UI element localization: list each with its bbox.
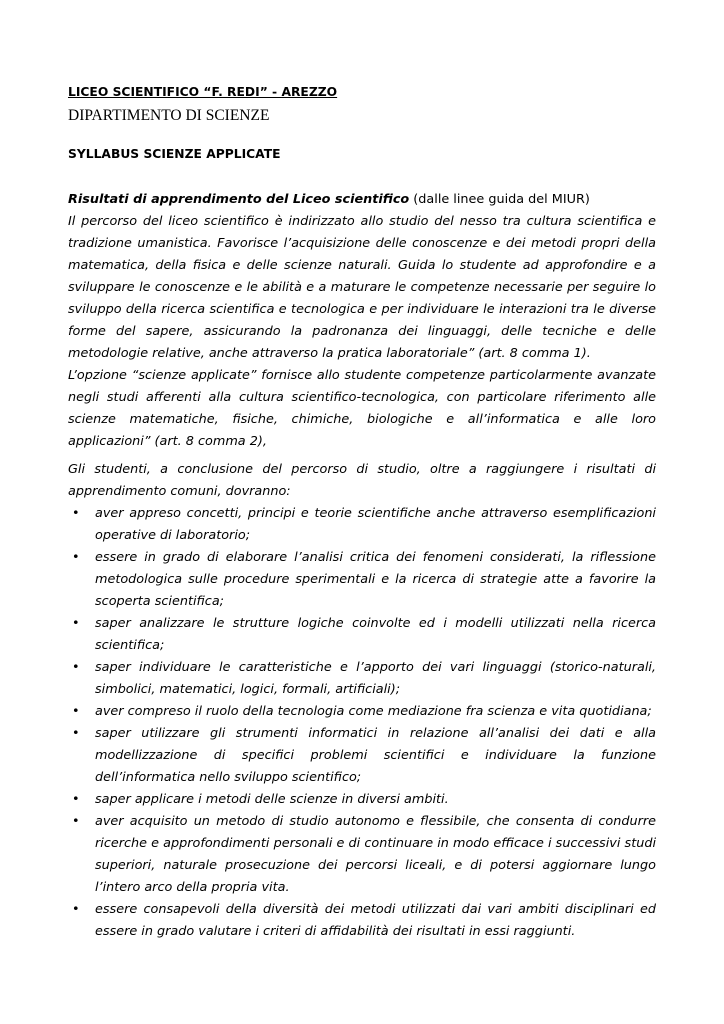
section-heading-note: (dalle linee guida del MIUR) <box>409 192 590 207</box>
bullet-icon: • <box>72 814 80 829</box>
paragraph-percorso: Il percorso del liceo scientifico è indirizzato allo studio del nesso tra cultura scientifica e tradizione umanistica. Favorisce l’acquisizione delle conoscenze e dei metodi propri della matematica, della fisica e delle scienze naturali. Guida lo studente ad approfondire e a sviluppare le conoscenze e le abilità e a maturare le competenze necessarie per seguire lo sviluppo della ricerca scientifica e tecnologica e per individuare le interazioni tra le diverse forme del sapere, assicurando la padronanza dei linguaggi, delle tecniche e delle metodologie relative, anche attraverso la pratica laboratoriale” (art. 8 comma 1). <box>68 214 656 361</box>
section-heading <box>68 189 656 211</box>
bullet-icon: • <box>72 792 80 807</box>
outcomes-list <box>68 503 656 943</box>
bullet-icon: • <box>72 550 80 565</box>
bullet-icon: • <box>72 616 80 631</box>
list-item: • saper analizzare le strutture logiche coinvolte ed i modelli utilizzati nella ricerca scientifica; <box>68 613 656 657</box>
bullet-icon: • <box>72 506 80 521</box>
list-item: • saper applicare i metodi delle scienze in diversi ambiti. <box>68 789 656 811</box>
school-name: LICEO SCIENTIFICO “F. REDI” - AREZZO <box>68 85 338 99</box>
list-item: • aver compreso il ruolo della tecnologia come mediazione fra scienza e vita quotidiana; <box>68 701 656 723</box>
list-item: • aver appreso concetti, principi e teorie scientifiche anche attraverso esemplificazioni operative di laboratorio; <box>68 503 656 547</box>
bullet-icon: • <box>72 660 80 675</box>
bullet-icon: • <box>72 902 80 917</box>
department-name: DIPARTIMENTO DI SCIENZE <box>68 107 270 124</box>
list-item: • essere in grado di elaborare l’analisi critica dei fenomeni considerati, la riflessione metodologica sulle procedure sperimentali e la ricerca di strategie atte a favorire la scoperta scientifica; <box>68 547 656 613</box>
bullet-icon: • <box>72 704 80 719</box>
document-body <box>68 189 656 943</box>
section-heading-bold: Risultati di apprendimento del Liceo scientifico <box>68 192 410 207</box>
list-item: • saper individuare le caratteristiche e l’apporto dei vari linguaggi (storico-naturali, simbolici, matematici, logici, formali, artificiali); <box>68 657 656 701</box>
list-item: • aver acquisito un metodo di studio autonomo e flessibile, che consenta di condurre ricerche e approfondimenti personali e di continuare in modo efficace i successivi studi superiori, naturale prosecuzione dei percorsi liceali, e di potersi aggiornare lungo l’intero arco della propria vita. <box>68 811 656 899</box>
paragraph-opzione: L’opzione “scienze applicate” fornisce allo studente competenze particolarmente avanzate negli studi afferenti alla cultura scientifico-tecnologica, con particolare riferimento alle scienze matematiche, fisiche, chimiche, biologiche e all’informatica e alle loro applicazioni” (art. 8 comma 2), <box>68 368 656 449</box>
paragraph-studenti: Gli studenti, a conclusione del percorso di studio, oltre a raggiungere i risultati di apprendimento comuni, dovranno: <box>68 462 656 499</box>
list-item: • saper utilizzare gli strumenti informatici in relazione all’analisi dei dati e alla modellizzazione di specifici problemi scientifici e individuare la funzione dell’informatica nello sviluppo scientifico; <box>68 723 656 789</box>
list-item: • essere consapevoli della diversità dei metodi utilizzati dai vari ambiti disciplinari ed essere in grado valutare i criteri di affidabilità dei risultati in essi raggiunti. <box>68 899 656 943</box>
bullet-icon: • <box>72 726 80 741</box>
syllabus-title: SYLLABUS SCIENZE APPLICATE <box>68 147 281 161</box>
